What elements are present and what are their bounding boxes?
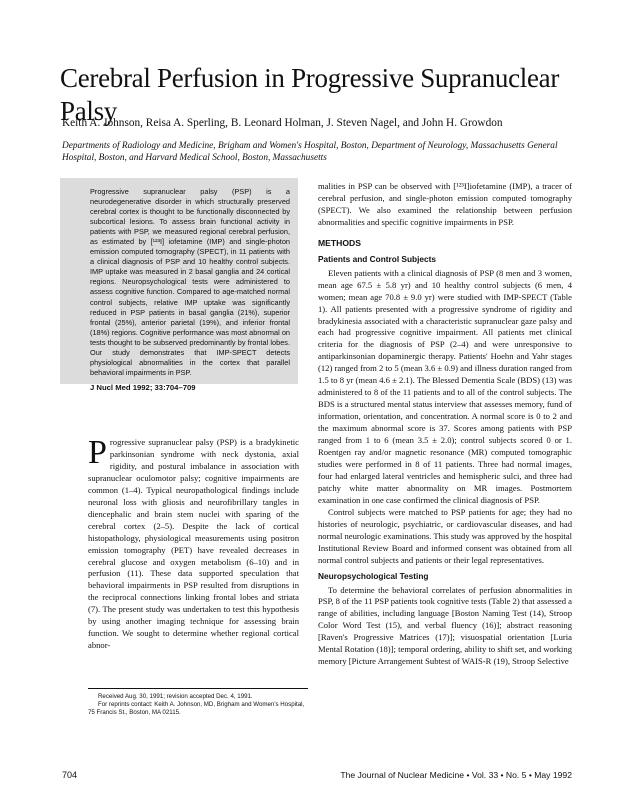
drop-cap: P bbox=[88, 434, 107, 471]
right-column bbox=[318, 181, 572, 668]
neuro-heading: Neuropsychological Testing bbox=[318, 570, 429, 581]
received-note: Received Aug. 30, 1991; revision accepted Dec. 4, 1991. bbox=[98, 693, 253, 700]
abstract-box bbox=[60, 178, 298, 392]
journal-footer: The Journal of Nuclear Medicine • Vol. 33 • No. 5 • May 1992 bbox=[340, 770, 572, 780]
article-title: Cerebral Perfusion in Progressive Supranuclear Palsy bbox=[60, 63, 560, 127]
intro-text: rogressive supranuclear palsy (PSP) is a bradykinetic parkinsonian syndrome with neck dystonia, axial rigidity, and postural imbalance in association with supranuclear oculomotor palsy; cognitive impairments are common (1–4). Typical neuropathological findings include neuronal loss with gliosis and neurofibrillary tangles in diencephalic and brain stem nuclei with sparing of the cerebral cortex (2–5). Despite the lack of cortical histopathology, physiological measurements using positron emission tomography (PET) have revealed decreases in cerebral glucose and oxygen metabolism (6–10) and in perfusion (11). These data supported speculation that behavioral impairments in PSP resulted from disruptions in the reciprocal connections linking frontal lobes and striata (7). The present study was undertaken to test this hypothesis by using another imaging technique for assessing brain function. We sought to determine whether regional cortical abnor- bbox=[88, 437, 299, 651]
neuro-paragraph-1: To determine the behavioral correlates of perfusion abnormalities in PSP, 8 of the 11 PSP patients took cognitive tests (Table 2) that assessed a range of abilities, including language [Boston Naming Test (14), Stroop Color Word Test (15), and verbal fluency (16)]; abstract reasoning [Raven's Progressive Matrices (17)]; visuospatial orientation [Luria Mental Rotation (18)]; temporal ordering, ability to shift set, and working memory [Picture Arrangement Subtest of WAIS-R (19), Stroop Selective bbox=[318, 584, 572, 667]
introduction bbox=[88, 434, 299, 652]
methods-heading: METHODS bbox=[318, 237, 361, 248]
patients-paragraph-1: Eleven patients with a clinical diagnosis of PSP (8 men and 3 women, mean age 67.5 ± 5.8 yr) and 10 healthy control subjects (6 men, 4 women; mean age 70.8 ± 9.0 yr) were studied with IMP-SPECT (Table 1). All patients presented with a progressive syndrome of rigidity and bradykinesia associated with a characteristic supranuclear gaze palsy and each had progressive cognitive impairment. All patients met clinical criteria for the diagnosis of PSP (2–4) and were unresponsive to antiparkinsonian dopaminergic therapy. Patients' Hoehn and Yahr stages (12) ranged from 2 to 5 (mean 3.6 ± 0.9) and illness duration ranged from 1.5 to 8 yr (mean 4.6 ± 2.1). The Blessed Dementia Scale (BDS) (13) was administered to 8 of the 11 patients and to all of the control subjects. The BDS is a structured mental status interview that assesses memory, fund of information, orientation, and concentration. A normal score is 0 to 2 and the maximum abnormal score is 37. Scores among patients with PSP ranged from 1 to 6 (mean 3.5 ± 2.0); control subjects scored 0 or 1. Roentgen ray and/or magnetic resonance (MR) computed tomographic studies were performed in 8 of 11 patients. Three had normal images, four had enlarged lateral ventricles and hemispheric sulci, and three had patchy white matter abnormality on MR images. Postmortem examination in one case confirmed the clinical diagnosis of PSP. bbox=[318, 267, 572, 505]
abstract-text: Progressive supranuclear palsy (PSP) is a neurodegenerative disorder in which structurally preserved cerebral cortex is thought to be functionally disconnected by subcortical lesions. To assess brain functional activity in patients with PSP, we measured regional cerebral perfusion, as estimated by [¹²³I] iofetamine (IMP) and single-photon emission computed tomography (SPECT), in 11 patients with a clinical diagnosis of PSP and 10 healthy control subjects. IMP uptake was measured in 2 basal ganglia and 24 cortical regions. Neuropsychological tests were administered to assess cognitive function. Compared to age-matched normal control subjects, relative IMP uptake was significantly reduced in PSP patients in basal ganglia (21%), superior frontal (25%), anterior parietal (19%), and inferior frontal (18%) regions. Cognitive performance was most abnormal on tests thought to be subserved predominantly by frontal lobes. Our study demonstrates that IMP-SPECT detects physiological abnormalities in the cortex that parallel behavioral impairments in PSP. bbox=[90, 187, 290, 377]
patients-heading: Patients and Control Subjects bbox=[318, 253, 437, 264]
author-list: Keith A. Johnson, Reisa A. Sperling, B. Leonard Holman, J. Steven Nagel, and John H. Growdon bbox=[62, 117, 503, 129]
affiliation: Departments of Radiology and Medicine, Brigham and Women's Hospital, Boston, Department of Neurology, Massachusetts General Hospital, Boston, and Harvard Medical School, Boston, Massachusetts bbox=[62, 141, 558, 163]
intro-continued: malities in PSP can be observed with [¹²³I]iofetamine (IMP), a tracer of cerebral perfusion, and single-photon emission computed tomography (SPECT). We also examined the relationship between perfusion abnormalities and specific cognitive impairments in PSP. bbox=[318, 181, 572, 227]
footnote bbox=[88, 688, 308, 717]
journal-citation: J Nucl Med 1992; 33:704–709 bbox=[90, 382, 196, 392]
page-number: 704 bbox=[62, 770, 78, 780]
patients-paragraph-2: Control subjects were matched to PSP patients for age; they had no histories of neurologic, psychiatric, or cardiovascular diseases, and had normal neurologic examinations. This study was approved by the hospital Institutional Review Board and informed consent was obtained from all normal control subjects and patients or their legal representatives. bbox=[318, 506, 572, 565]
reprints-note: For reprints contact: Keith A. Johnson, MD, Brigham and Women's Hospital, 75 Francis St., Boston, MA 02115. bbox=[88, 701, 305, 716]
